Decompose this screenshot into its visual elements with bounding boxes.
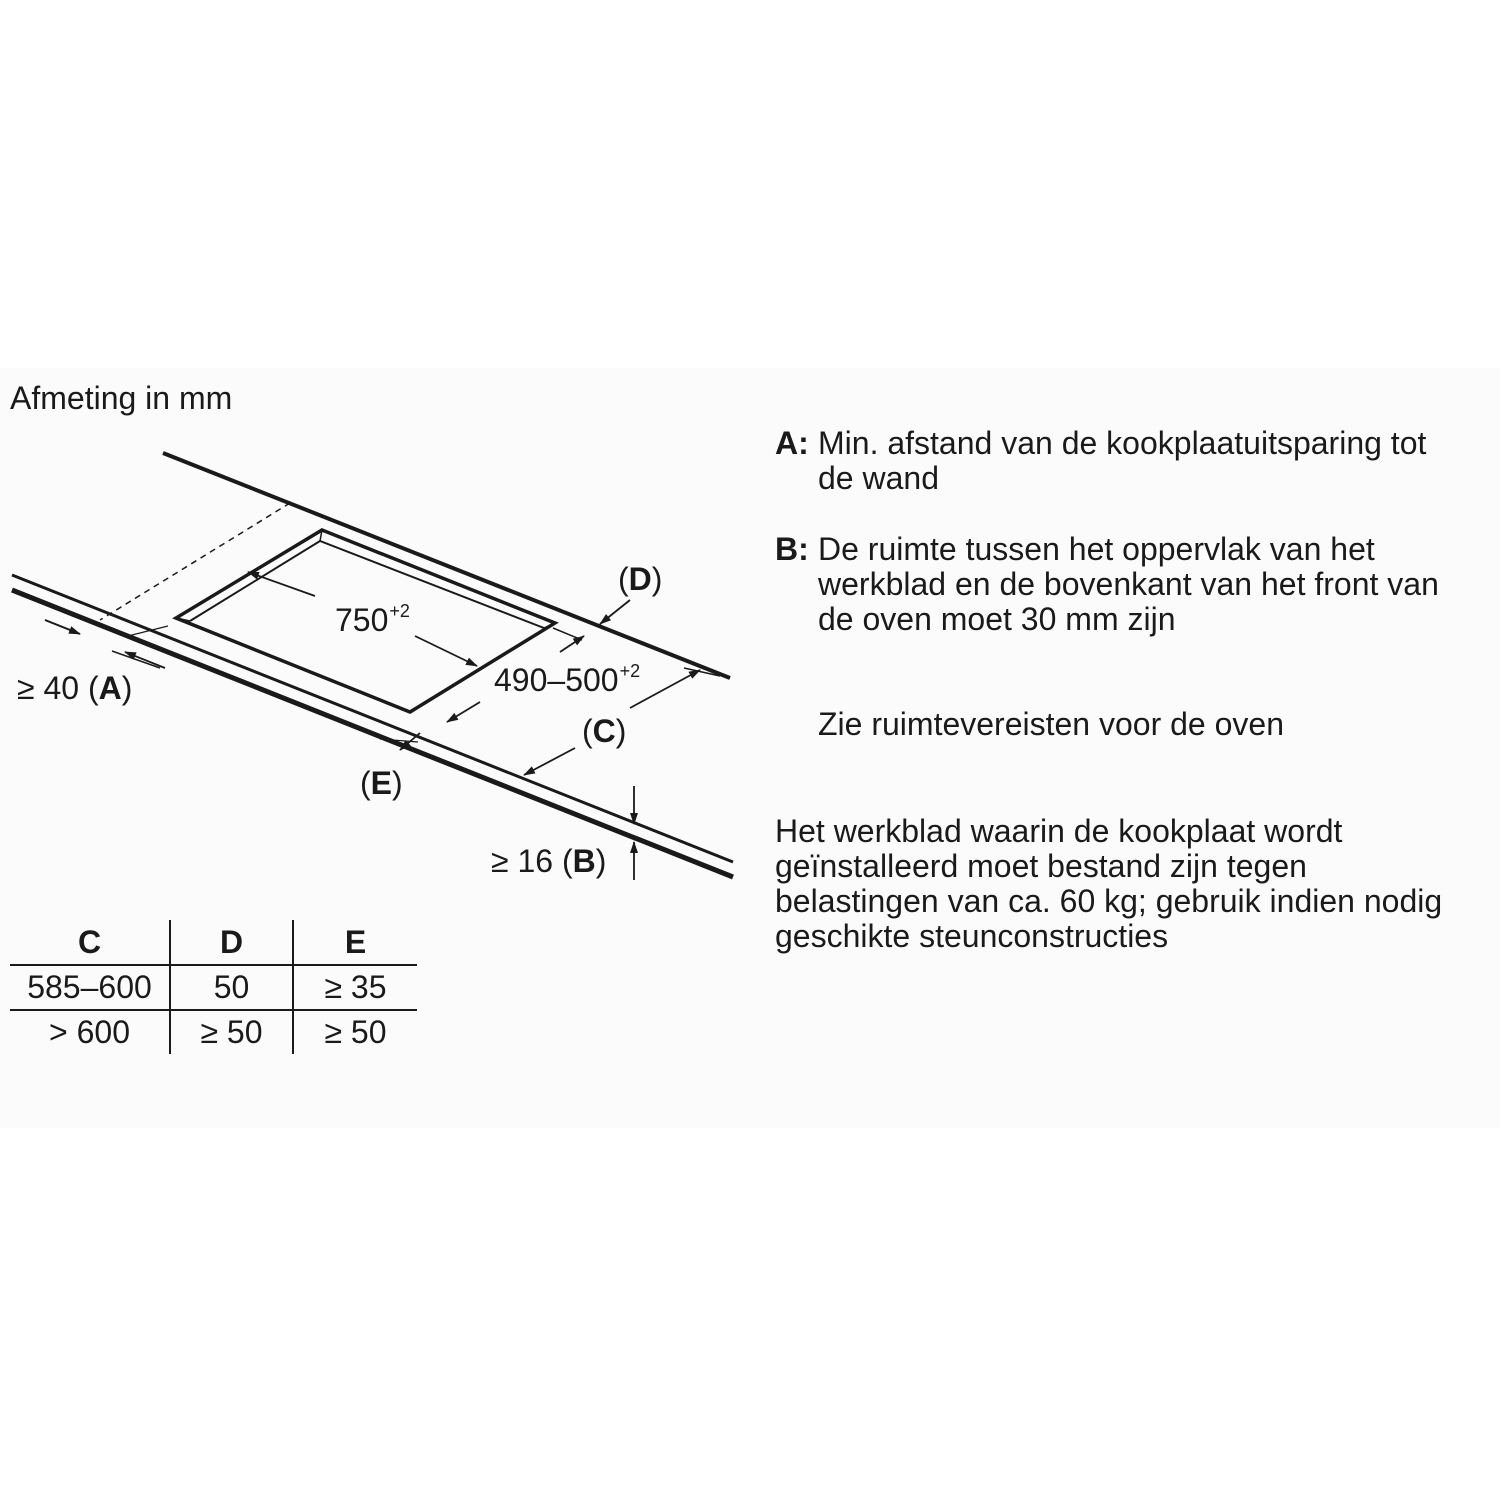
c-arrow-top [630, 670, 700, 708]
table-cell: 50 [170, 965, 293, 1010]
table-header-c: C [10, 920, 170, 965]
legend-item-a [775, 426, 1458, 496]
legend-text-a: Min. afstand van de kookplaatuitsparing tot de wand [818, 425, 1427, 496]
table-cell: ≥ 50 [324, 1014, 387, 1050]
wall-reference-line [100, 503, 290, 620]
table-cell: ≥ 35 [293, 965, 417, 1010]
cutout-depth-label: $490-500^{+2}$ [494, 661, 641, 698]
label-b-dimension: ≥ 16 (B) [491, 843, 607, 879]
a-arrow-left [45, 620, 80, 634]
table-cell: > 600 [10, 1010, 170, 1054]
table-header-d: D [170, 920, 293, 965]
label-d: (D) [618, 561, 663, 597]
label-c: (C) [582, 713, 627, 749]
table-cell: 585–600 [10, 965, 170, 1010]
table-cell: ≥ 50 [170, 1010, 293, 1054]
label-e: (E) [360, 765, 403, 801]
depth-arrow-top [560, 636, 584, 652]
legend-key-a: A: [775, 425, 809, 461]
legend-load-note: Het werkblad waarin de kookplaat wordt geïnstalleerd moet bestand zijn tegen belastingen van ca. 60 kg; gebruik indien nodig geschikte steunconstructies [775, 813, 1443, 954]
table-row [10, 1010, 417, 1054]
label-a-dimension: ≥ 40 (A) [17, 670, 133, 706]
width-arrow-left [248, 572, 315, 596]
unit-caption: Afmeting in mm [10, 380, 233, 416]
width-arrow-right [415, 636, 477, 666]
a-arrow-right [125, 652, 165, 668]
table-header-e: E [293, 920, 417, 965]
legend-key-b: B: [775, 531, 809, 567]
legend-note: Zie ruimtevereisten voor de oven [818, 706, 1284, 742]
dimension-table [10, 920, 417, 1054]
cutout-width-label: $750^{+2}$ [335, 601, 410, 638]
legend-text-b: De ruimte tussen het oppervlak van het werkblad en de bovenkant van het front van de oven moet 30 mm zijn [818, 531, 1439, 637]
c-arrow-bottom [524, 748, 575, 775]
depth-arrow-bottom [447, 702, 480, 722]
legend-item-b [775, 532, 1458, 637]
table-row [10, 965, 417, 1010]
d-arrow [600, 600, 630, 624]
